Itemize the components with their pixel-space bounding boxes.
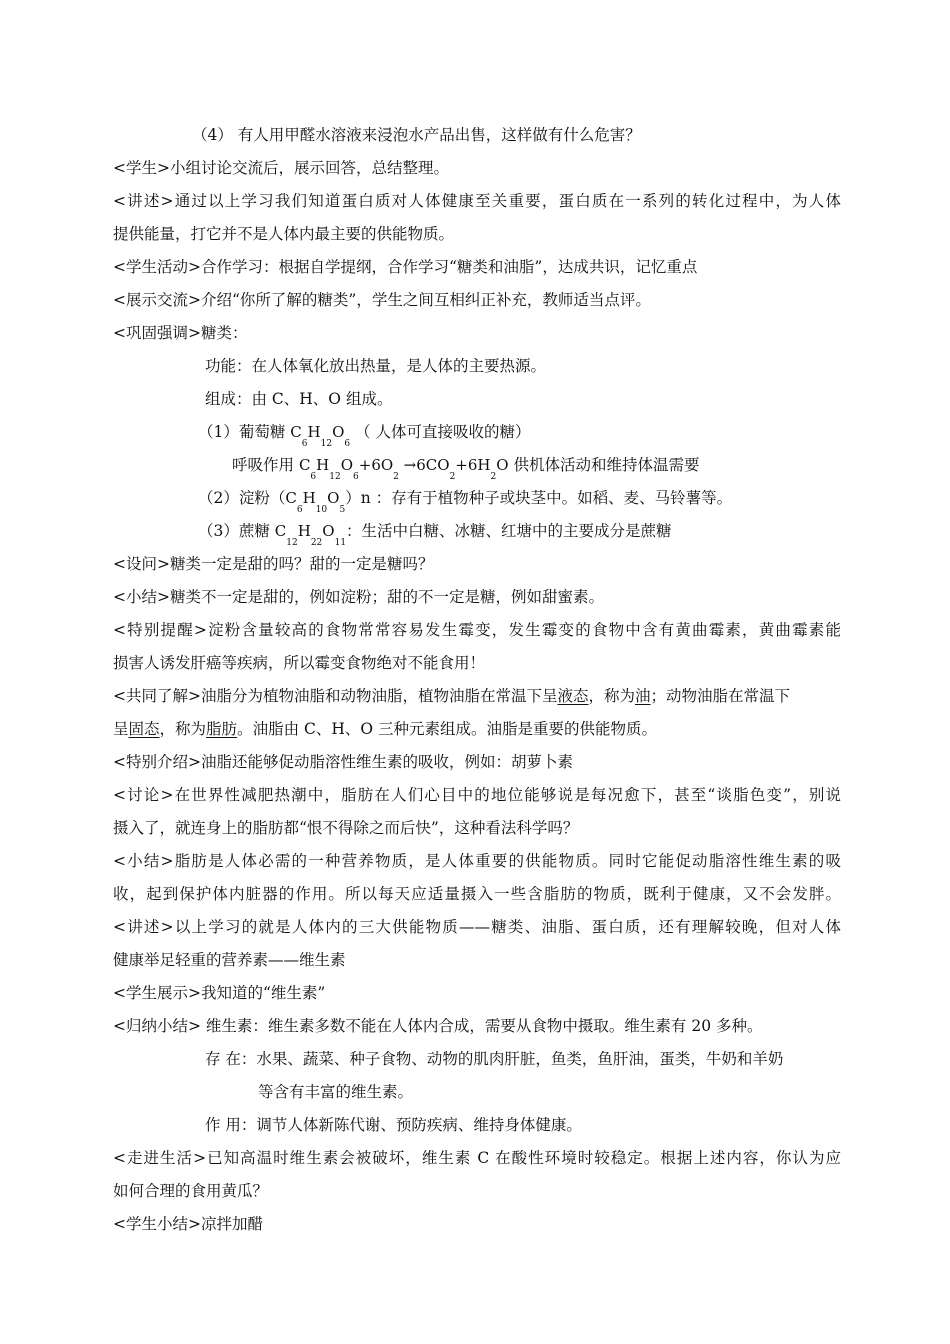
lecture-nutrients-2: 健康举足轻重的营养素——维生素 [113,951,346,969]
into-life-1: <走进生活>已知高温时维生素会被破坏，维生素 C 在酸性环境时较稳定。根据上述内容，你认为应 [113,1149,841,1167]
sucrose-line [198,521,926,548]
resp-formula-c: C [298,456,311,474]
sucrose-sub-o: 11 [334,538,347,548]
glucose-line [198,422,926,449]
consolidate-sugars: <巩固强调>糖类： [113,324,248,342]
lecture-protein-1: <讲述>通过以上学习我们知道蛋白质对人体健康至关重要，蛋白质在一系列的转化过程中，为人体 [113,192,841,210]
student-conclusion: <学生小结>凉拌加醋 [113,1215,263,1233]
fats-intro-1 [113,686,841,706]
starch-prefix: （2）淀粉（ [198,489,286,507]
resp-oxygen: +6O [358,456,394,474]
resp-sub-co2: 2 [449,472,456,482]
summary-sweet: <小结>糖类不一定是甜的，例如淀粉；甜的不一定是糖，例如甜蜜素。 [113,588,604,606]
term-fat: 脂肪 [206,720,238,738]
glucose-formula-h: H [307,423,321,441]
resp-water-o: O [496,456,509,474]
term-liquid: 液态 [557,687,589,705]
lecture-protein-2: 提供能量，打它并不是人体内最主要的供能物质。 [113,225,455,243]
vitamin-existence-2: 等含有丰富的维生素。 [258,1083,414,1101]
term-oil: 油 [635,687,651,705]
starch-line [198,488,926,515]
display-exchange: <展示交流>介绍“你所了解的糖类”，学生之间互相纠正补充，教师适当点评。 [113,291,651,309]
respiration-note: 供机体活动和维持体温需要 [508,456,700,474]
resp-sub-h: 12 [329,472,341,482]
starch-note: ）n ：存有于植物种子或块茎中。如稻、麦、马铃薯等。 [345,489,733,507]
term-solid: 固态 [128,720,160,738]
sugar-composition: 组成：由 C、H、O 组成。 [205,390,393,408]
question-4: （4） 有人用甲醛水溶液来浸泡水产品出售，这样做有什么危害？ [192,126,641,144]
vitamin-existence-1: 存 在：水果、蔬菜、种子食物、动物的肌肉肝脏，鱼类，鱼肝油，蛋类，牛奶和羊奶 [205,1050,784,1068]
vitamin-function: 作 用：调节人体新陈代谢、预防疾病、维持身体健康。 [205,1116,582,1134]
resp-co2: →6CO [398,456,450,474]
glucose-formula-c: C [290,423,302,441]
respiration-prefix: 呼吸作用 [232,456,299,474]
sugar-function: 功能：在人体氧化放出热量，是人体的主要热源。 [205,357,547,375]
fats-text-c: ；动物油脂在常温下 [650,687,791,705]
reminder-mold-2: 损害人诱发肝癌等疾病，所以霉变食物绝对不能食用！ [113,654,486,672]
fats2-text-c: 。油脂由 C、H、O 三种元素组成。油脂是重要的供能物质。 [237,720,658,738]
starch-formula-c: C [285,489,297,507]
resp-formula-o: O [340,456,354,474]
resp-formula-h: H [316,456,330,474]
sucrose-formula-h: H [297,522,311,540]
question-sweet: <设问>糖类一定是甜的吗？甜的一定是糖吗？ [113,555,434,573]
lecture-nutrients-1: <讲述>以上学习的就是人体内的三大供能物质——糖类、油脂、蛋白质，还有理解较晚，但对人体 [113,918,841,936]
glucose-prefix: （1）葡萄糖 [198,423,291,441]
starch-formula-h: H [302,489,316,507]
sucrose-formula-c: C [274,522,287,540]
resp-sub-o2: 2 [393,472,399,482]
starch-formula-o: O [327,489,340,507]
student-show: <学生展示>我知道的“维生素” [113,984,326,1002]
glucose-formula-o: O [332,423,345,441]
sucrose-prefix: （3）蔗糖 [198,522,275,540]
respiration-equation [232,455,950,482]
vitamin-summary: <归纳小结> 维生素：维生素多数不能在人体内合成，需要从食物中摄取。维生素有 20 多种。 [113,1017,763,1035]
fats2-text-b: ，称为 [159,720,207,738]
special-intro: <特别介绍>油脂还能够促动脂溶性维生素的吸收，例如：胡萝卜素 [113,753,573,771]
glucose-sub-h: 12 [320,439,333,449]
discussion-1: <讨论>在世界性减肥热潮中，脂肪在人们心目中的地位能够说是每况愈下，甚至“谈脂色变”，别说 [113,786,841,804]
student-activity: <学生活动>合作学习：根据自学提纲，合作学习“糖类和油脂”，达成共识，记忆重点 [113,258,698,276]
fats-text-b: ，称为 [588,687,636,705]
fats2-text-a: 呈 [113,720,129,738]
fats-intro-2 [113,719,841,739]
sucrose-sub-h: 22 [310,538,323,548]
glucose-sub-c: 6 [301,439,308,449]
resp-sub-c: 6 [310,472,317,482]
starch-sub-o: 5 [339,505,346,515]
glucose-sub-o: 6 [344,439,351,449]
starch-sub-c: 6 [296,505,303,515]
glucose-note: （ 人体可直接吸收的糖） [350,423,531,441]
student-discussion: <学生>小组讨论交流后，展示回答，总结整理。 [113,159,449,177]
sucrose-formula-o: O [322,522,335,540]
resp-sub-o: 6 [353,472,359,482]
into-life-2: 如何合理的食用黄瓜？ [113,1182,269,1200]
summary-fat-1: <小结>脂肪是人体必需的一种营养物质，是人体重要的供能物质。同时它能促动脂溶性维生素的吸 [113,852,841,870]
sucrose-note: ：生活中白糖、冰糖、红塘中的主要成分是蔗糖 [346,522,672,540]
summary-fat-2: 收，起到保护体内脏器的作用。所以每天应适量摄入一些含脂肪的物质，既利于健康，又不会发胖。 [113,885,841,903]
sucrose-sub-c: 12 [286,538,298,548]
reminder-mold-1: <特别提醒>淀粉含量较高的食物常常容易发生霉变，发生霉变的食物中含有黄曲霉素，黄曲霉素能 [113,621,841,639]
fats-text-a: <共同了解>油脂分为植物油脂和动物油脂，植物油脂在常温下呈 [113,687,558,705]
starch-sub-h: 10 [315,505,328,515]
resp-sub-h2: 2 [490,472,497,482]
resp-water-h: +6H [455,456,491,474]
discussion-2: 摄入了，就连身上的脂肪都“恨不得除之而后快”，这种看法科学吗？ [113,819,579,837]
